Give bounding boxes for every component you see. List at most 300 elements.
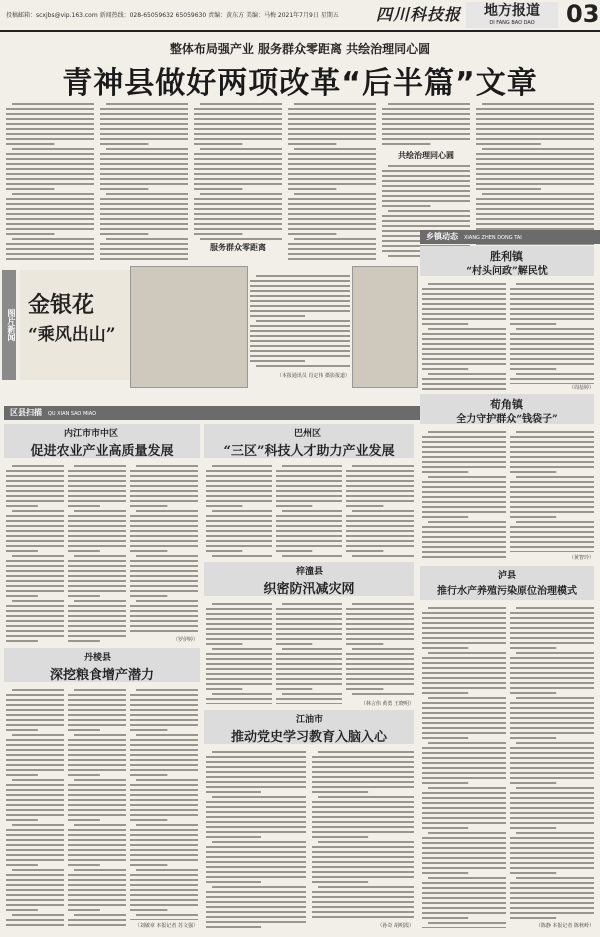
neijiang-header bbox=[4, 424, 200, 458]
text-line bbox=[206, 876, 306, 878]
text-line bbox=[516, 742, 594, 744]
text-line bbox=[510, 897, 594, 899]
text-line bbox=[6, 610, 64, 612]
text-line bbox=[130, 884, 198, 886]
text-lines bbox=[422, 604, 506, 928]
text-line bbox=[130, 909, 167, 911]
text-line bbox=[100, 108, 188, 110]
text-line bbox=[68, 844, 126, 846]
text-line bbox=[130, 550, 167, 552]
text-line bbox=[6, 605, 64, 607]
text-line bbox=[6, 515, 64, 517]
text-line bbox=[276, 613, 342, 615]
text-line bbox=[422, 642, 506, 644]
text-line bbox=[312, 791, 368, 793]
text-line bbox=[68, 714, 126, 716]
text-line bbox=[206, 836, 261, 838]
text-line bbox=[510, 732, 594, 734]
text-line bbox=[428, 787, 506, 789]
text-line bbox=[312, 876, 414, 878]
text-line bbox=[100, 168, 188, 170]
text-line bbox=[346, 658, 414, 660]
text-lines bbox=[312, 748, 414, 920]
text-line bbox=[206, 811, 306, 813]
text-line bbox=[422, 817, 506, 819]
text-line bbox=[6, 630, 64, 632]
text-line bbox=[288, 253, 376, 255]
text-line bbox=[130, 844, 198, 846]
text-line bbox=[136, 779, 198, 781]
text-line bbox=[276, 663, 342, 665]
text-line bbox=[476, 218, 594, 220]
text-line bbox=[130, 769, 198, 771]
text-line bbox=[194, 203, 282, 205]
jiangyou-place: 江油市 bbox=[296, 715, 324, 725]
text-line bbox=[194, 108, 282, 110]
text-line bbox=[194, 188, 242, 190]
text-line bbox=[68, 709, 126, 711]
text-line bbox=[206, 831, 306, 833]
text-line bbox=[6, 530, 64, 532]
text-line bbox=[276, 495, 342, 497]
text-line bbox=[250, 335, 350, 337]
text-line bbox=[68, 789, 126, 791]
text-line bbox=[6, 173, 94, 175]
text-line bbox=[130, 889, 198, 891]
text-line bbox=[206, 505, 242, 507]
text-line bbox=[382, 185, 470, 187]
text-line bbox=[312, 801, 414, 803]
text-line bbox=[206, 846, 306, 848]
zitong-title: 织密防汛减灾网 bbox=[263, 582, 355, 597]
text-line bbox=[250, 355, 350, 357]
text-line bbox=[510, 471, 556, 473]
text-line bbox=[100, 143, 148, 145]
text-line bbox=[510, 812, 594, 814]
text-line bbox=[130, 620, 198, 622]
text-line bbox=[68, 570, 126, 572]
text-line bbox=[6, 248, 94, 250]
page-number: 03 bbox=[566, 0, 600, 28]
luxian-col-2 bbox=[510, 604, 594, 920]
text-line bbox=[68, 535, 126, 537]
text-line bbox=[68, 719, 126, 721]
text-line bbox=[388, 103, 470, 105]
text-line bbox=[510, 308, 594, 310]
text-line bbox=[312, 901, 414, 903]
text-line bbox=[68, 829, 126, 831]
text-line bbox=[68, 530, 126, 532]
text-line bbox=[510, 912, 594, 914]
text-lines bbox=[194, 100, 282, 240]
text-line bbox=[312, 761, 414, 763]
text-line bbox=[312, 786, 414, 788]
text-line bbox=[12, 779, 64, 781]
text-line bbox=[422, 612, 506, 614]
text-line bbox=[510, 642, 594, 644]
text-line bbox=[136, 914, 198, 916]
text-line bbox=[68, 704, 126, 706]
text-line bbox=[74, 555, 126, 557]
text-line bbox=[6, 739, 64, 741]
text-line bbox=[516, 373, 594, 375]
text-line bbox=[476, 208, 594, 210]
text-line bbox=[206, 633, 272, 635]
text-line bbox=[100, 158, 188, 160]
text-line bbox=[422, 702, 506, 704]
text-line bbox=[6, 133, 94, 135]
text-line bbox=[6, 158, 94, 160]
text-line bbox=[422, 802, 506, 804]
text-line bbox=[68, 879, 126, 881]
text-line bbox=[312, 851, 414, 853]
text-line bbox=[510, 368, 556, 370]
text-line bbox=[206, 786, 306, 788]
text-line bbox=[288, 178, 376, 180]
text-line bbox=[100, 233, 148, 235]
text-line bbox=[250, 310, 350, 312]
text-line bbox=[276, 475, 342, 477]
text-line bbox=[6, 804, 64, 806]
text-line bbox=[346, 618, 414, 620]
text-line bbox=[6, 475, 64, 477]
text-line bbox=[510, 358, 594, 360]
text-line bbox=[428, 832, 506, 834]
text-line bbox=[130, 799, 198, 801]
text-line bbox=[510, 747, 594, 749]
text-line bbox=[6, 749, 64, 751]
text-line bbox=[282, 603, 342, 605]
text-line bbox=[276, 500, 342, 502]
text-line bbox=[206, 866, 306, 868]
text-line bbox=[510, 441, 594, 443]
text-line bbox=[276, 668, 342, 670]
text-line bbox=[422, 777, 506, 779]
text-line bbox=[130, 495, 198, 497]
text-line bbox=[422, 536, 506, 538]
text-line bbox=[206, 683, 272, 685]
text-line bbox=[312, 836, 368, 838]
text-line bbox=[422, 343, 506, 345]
text-line bbox=[6, 203, 94, 205]
shengli-col-1 bbox=[422, 280, 506, 390]
text-line bbox=[74, 779, 126, 781]
text-line bbox=[106, 193, 188, 195]
text-line bbox=[6, 879, 64, 881]
text-line bbox=[288, 228, 376, 230]
text-line bbox=[482, 148, 594, 150]
text-line bbox=[510, 436, 594, 438]
text-line bbox=[422, 461, 506, 463]
text-line bbox=[6, 495, 64, 497]
text-line bbox=[68, 809, 126, 811]
text-line bbox=[382, 225, 470, 227]
photo-title: 金银花 bbox=[28, 292, 95, 318]
text-line bbox=[276, 515, 342, 517]
text-line bbox=[194, 123, 282, 125]
text-line bbox=[130, 615, 198, 617]
text-lines bbox=[510, 604, 594, 920]
text-line bbox=[346, 500, 414, 502]
text-line bbox=[276, 658, 342, 660]
text-line bbox=[510, 767, 594, 769]
text-line bbox=[130, 754, 198, 756]
text-line bbox=[288, 258, 376, 260]
text-line bbox=[100, 138, 188, 140]
section-title: 地方报道 bbox=[484, 3, 540, 19]
text-line bbox=[100, 178, 188, 180]
text-line bbox=[68, 515, 126, 517]
text-line bbox=[212, 751, 306, 753]
text-line bbox=[194, 198, 282, 200]
text-line bbox=[68, 799, 126, 801]
text-line bbox=[12, 689, 64, 691]
text-line bbox=[6, 904, 64, 906]
text-line bbox=[68, 625, 126, 627]
text-line bbox=[6, 699, 64, 701]
text-line bbox=[276, 623, 342, 625]
text-line bbox=[206, 500, 272, 502]
text-line bbox=[206, 618, 272, 620]
text-line bbox=[422, 752, 506, 754]
text-line bbox=[294, 238, 376, 240]
text-line bbox=[130, 904, 198, 906]
text-line bbox=[100, 153, 188, 155]
text-line bbox=[6, 909, 38, 911]
text-line bbox=[68, 635, 126, 637]
jiangyou-title: 推动党史学习教育入脑入心 bbox=[230, 730, 387, 745]
text-line bbox=[422, 637, 506, 639]
text-line bbox=[510, 501, 594, 503]
text-line bbox=[382, 143, 430, 145]
text-line bbox=[100, 128, 188, 130]
text-line bbox=[206, 520, 272, 522]
text-line bbox=[6, 719, 64, 721]
text-line bbox=[312, 896, 414, 898]
text-lines bbox=[68, 462, 126, 642]
text-line bbox=[510, 727, 594, 729]
text-line bbox=[130, 585, 198, 587]
text-line bbox=[130, 839, 198, 841]
text-line bbox=[422, 692, 468, 694]
text-line bbox=[206, 703, 272, 704]
text-line bbox=[206, 530, 272, 532]
text-lines bbox=[206, 748, 306, 928]
text-line bbox=[130, 475, 198, 477]
text-line bbox=[422, 516, 468, 518]
text-line bbox=[476, 143, 541, 145]
text-line bbox=[346, 535, 414, 537]
text-line bbox=[250, 350, 350, 352]
text-line bbox=[68, 520, 126, 522]
text-line bbox=[276, 530, 342, 532]
text-line bbox=[6, 108, 94, 110]
text-line bbox=[68, 794, 126, 796]
text-line bbox=[510, 882, 594, 884]
text-line bbox=[68, 640, 100, 642]
text-line bbox=[422, 887, 506, 889]
text-line bbox=[288, 163, 376, 165]
text-line bbox=[6, 525, 64, 527]
text-line bbox=[6, 213, 94, 215]
text-line bbox=[276, 485, 342, 487]
text-line bbox=[12, 914, 64, 916]
lead-column-5a bbox=[382, 100, 470, 148]
text-line bbox=[212, 555, 272, 557]
text-line bbox=[212, 510, 272, 512]
text-lines bbox=[100, 100, 188, 260]
text-line bbox=[206, 856, 306, 858]
text-line bbox=[276, 505, 312, 507]
text-line bbox=[6, 585, 64, 587]
bazhong-col-2 bbox=[276, 462, 342, 558]
text-line bbox=[352, 510, 414, 512]
text-line bbox=[100, 243, 188, 245]
text-line bbox=[516, 431, 594, 433]
text-line bbox=[510, 662, 594, 664]
text-line bbox=[422, 852, 506, 854]
text-line bbox=[136, 824, 198, 826]
text-line bbox=[6, 258, 94, 260]
text-line bbox=[276, 628, 342, 630]
text-line bbox=[212, 886, 306, 888]
text-line bbox=[422, 546, 506, 548]
text-line bbox=[422, 662, 506, 664]
text-line bbox=[74, 465, 126, 467]
text-line bbox=[422, 867, 506, 869]
text-line bbox=[312, 771, 414, 773]
text-line bbox=[130, 774, 167, 776]
text-line bbox=[206, 658, 272, 660]
text-line bbox=[130, 864, 167, 866]
text-line bbox=[282, 693, 342, 695]
text-line bbox=[200, 148, 282, 150]
text-line bbox=[422, 622, 506, 624]
text-line bbox=[312, 881, 368, 883]
text-line bbox=[68, 864, 100, 866]
text-line bbox=[346, 525, 414, 527]
text-line bbox=[276, 638, 342, 640]
text-line bbox=[422, 682, 506, 684]
text-line bbox=[422, 378, 506, 380]
text-line bbox=[510, 737, 556, 739]
text-line bbox=[422, 531, 506, 533]
text-lines bbox=[276, 600, 342, 704]
text-line bbox=[250, 325, 350, 327]
text-line bbox=[422, 496, 506, 498]
text-line bbox=[476, 133, 594, 135]
text-line bbox=[68, 590, 126, 592]
text-line bbox=[510, 907, 594, 909]
text-line bbox=[6, 123, 94, 125]
text-line bbox=[130, 919, 198, 920]
text-line bbox=[6, 899, 64, 901]
text-line bbox=[510, 298, 594, 300]
text-line bbox=[194, 173, 282, 175]
text-line bbox=[422, 727, 506, 729]
text-line bbox=[130, 899, 198, 901]
text-line bbox=[206, 891, 306, 893]
text-line bbox=[68, 470, 126, 472]
text-line bbox=[346, 683, 414, 685]
text-line bbox=[130, 610, 198, 612]
text-line bbox=[476, 168, 594, 170]
text-line bbox=[130, 784, 198, 786]
text-line bbox=[516, 521, 594, 523]
text-line bbox=[346, 480, 414, 482]
text-line bbox=[312, 871, 414, 873]
text-line bbox=[68, 759, 126, 761]
text-line bbox=[6, 153, 94, 155]
text-line bbox=[476, 163, 594, 165]
text-line bbox=[312, 766, 414, 768]
text-line bbox=[510, 617, 594, 619]
text-line bbox=[6, 640, 38, 642]
text-line bbox=[510, 451, 594, 453]
text-line bbox=[194, 223, 282, 225]
text-line bbox=[206, 861, 306, 863]
text-line bbox=[476, 128, 594, 130]
text-line bbox=[510, 516, 556, 518]
text-line bbox=[130, 505, 167, 507]
text-line bbox=[422, 506, 506, 508]
text-line bbox=[136, 555, 198, 557]
text-line bbox=[68, 904, 126, 906]
text-line bbox=[6, 480, 64, 482]
text-line bbox=[6, 744, 64, 746]
xiangzhen-pinyin: XIANG ZHEN DONG TAI bbox=[464, 235, 522, 241]
text-line bbox=[12, 238, 94, 240]
text-line bbox=[12, 510, 64, 512]
text-line bbox=[12, 103, 94, 105]
text-line bbox=[250, 285, 350, 287]
text-line bbox=[422, 451, 506, 453]
text-line bbox=[510, 511, 594, 513]
text-line bbox=[516, 787, 594, 789]
text-line bbox=[100, 188, 148, 190]
shengli-header bbox=[420, 246, 594, 276]
text-line bbox=[136, 510, 198, 512]
text-line bbox=[422, 737, 468, 739]
text-line bbox=[68, 605, 126, 607]
text-line bbox=[6, 223, 94, 225]
text-line bbox=[212, 841, 306, 843]
text-line bbox=[276, 480, 342, 482]
photo-subtitle: “乘风出山” bbox=[28, 325, 116, 345]
text-line bbox=[312, 866, 414, 868]
text-line bbox=[68, 739, 126, 741]
text-line bbox=[510, 837, 594, 839]
text-line bbox=[288, 108, 376, 110]
text-line bbox=[6, 218, 94, 220]
text-line bbox=[206, 470, 272, 472]
text-lines bbox=[510, 428, 594, 552]
text-line bbox=[422, 627, 506, 629]
text-line bbox=[6, 924, 64, 926]
text-line bbox=[206, 826, 306, 828]
text-line bbox=[510, 353, 594, 355]
text-line bbox=[130, 575, 198, 577]
text-line bbox=[206, 791, 261, 793]
text-line bbox=[74, 824, 126, 826]
text-line bbox=[130, 834, 198, 836]
text-line bbox=[510, 378, 594, 380]
text-lines bbox=[276, 462, 342, 558]
text-line bbox=[6, 118, 94, 120]
masthead-info: 投稿邮箱：scxjbs@vip.163.com 新闻热线：028-65059632 65059630 责编：黄东方 美编：马梅 2021年7月9日 星期五 bbox=[6, 12, 339, 19]
text-line bbox=[476, 223, 594, 225]
text-line bbox=[510, 622, 594, 624]
